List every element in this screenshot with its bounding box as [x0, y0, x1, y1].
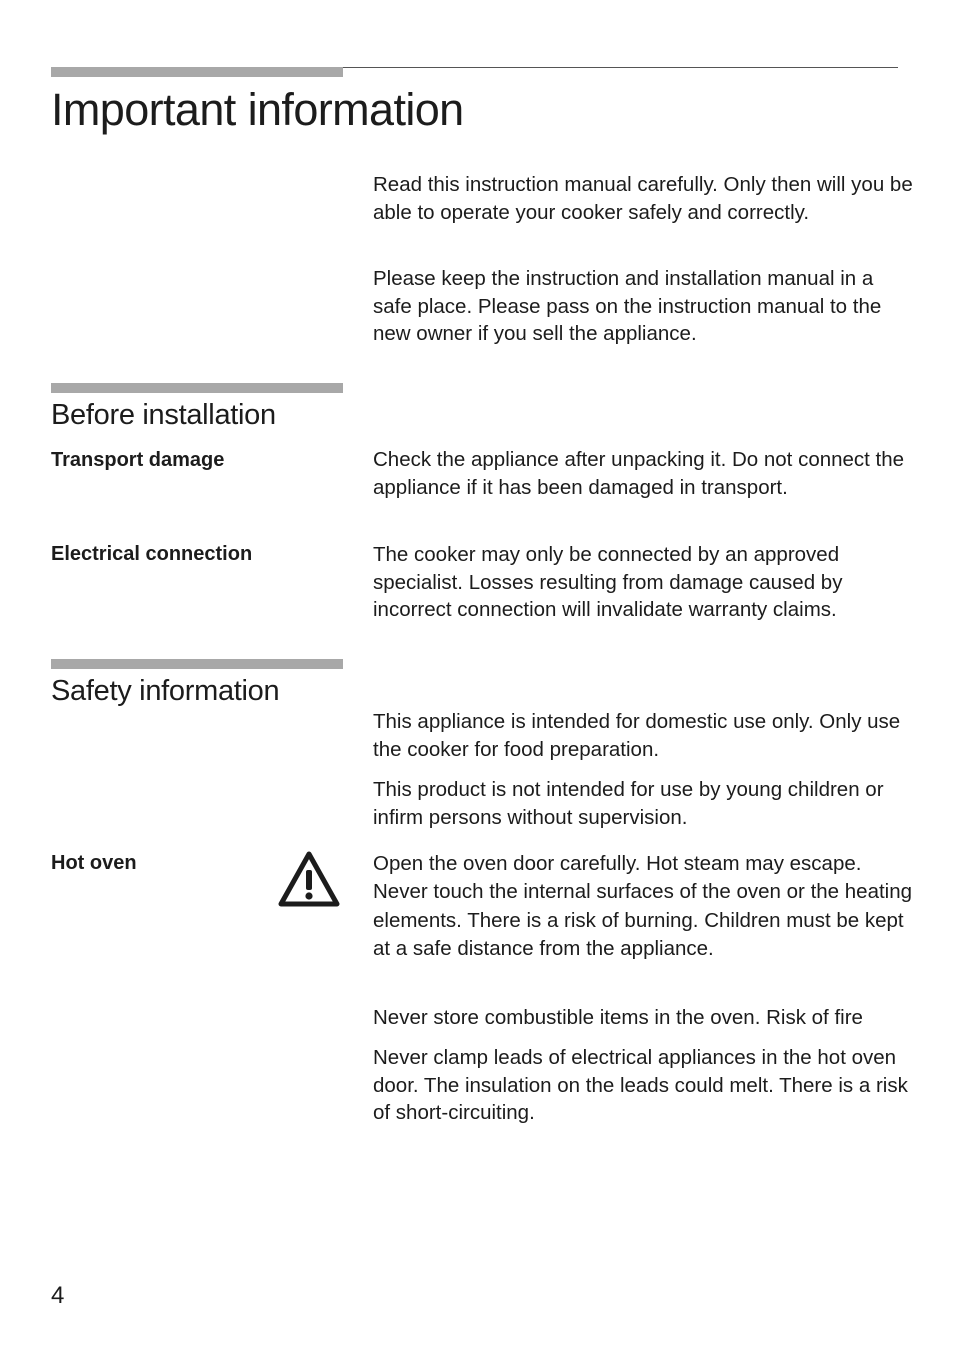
- page-title: Important information: [51, 84, 464, 135]
- title-bar: [51, 67, 343, 77]
- safety-paragraph-1: This appliance is intended for domestic use only. Only use the cooker for food preparation.: [373, 710, 901, 761]
- transport-damage-text: Check the appliance after unpacking it. Do not connect the appliance if it has been damaged in transport.: [373, 448, 905, 499]
- section-bar-before-installation: [51, 383, 343, 393]
- hot-oven-paragraph-1: Open the oven door carefully. Hot steam may escape. Never touch the internal surfaces of the oven or the heating elements. There is a risk of burning. Children must be kept at a safe distance from the appliance.: [373, 852, 913, 960]
- hot-oven-paragraph-3: Never clamp leads of electrical appliances in the hot oven door. The insulation on the leads could melt. There is a risk of short-circuiting.: [373, 1046, 908, 1124]
- transport-damage-label: Transport damage: [51, 449, 225, 471]
- hot-oven-paragraph-2: Never store combustible items in the oven. Risk of fire: [373, 1006, 863, 1029]
- intro-paragraph-1: Read this instruction manual carefully. Only then will you be able to operate your cooker safely and correctly.: [373, 173, 913, 224]
- electrical-connection-text: The cooker may only be connected by an approved specialist. Losses resulting from damage caused by incorrect connection will invalidate warranty claims.: [373, 543, 843, 621]
- title-rule: [343, 67, 898, 68]
- safety-paragraph-2: This product is not intended for use by young children or infirm persons without supervision.: [373, 778, 884, 829]
- electrical-connection-label: Electrical connection: [51, 543, 253, 565]
- section-heading-safety-information: Safety information: [51, 675, 280, 707]
- intro-paragraph-2: Please keep the instruction and installation manual in a safe place. Please pass on the instruction manual to the new owner if you sell the appliance.: [373, 267, 882, 345]
- page-number: 4: [51, 1282, 65, 1309]
- section-bar-safety-information: [51, 659, 343, 669]
- warning-triangle-icon: [277, 850, 341, 908]
- hot-oven-label: Hot oven: [51, 852, 137, 874]
- section-heading-before-installation: Before installation: [51, 399, 276, 431]
